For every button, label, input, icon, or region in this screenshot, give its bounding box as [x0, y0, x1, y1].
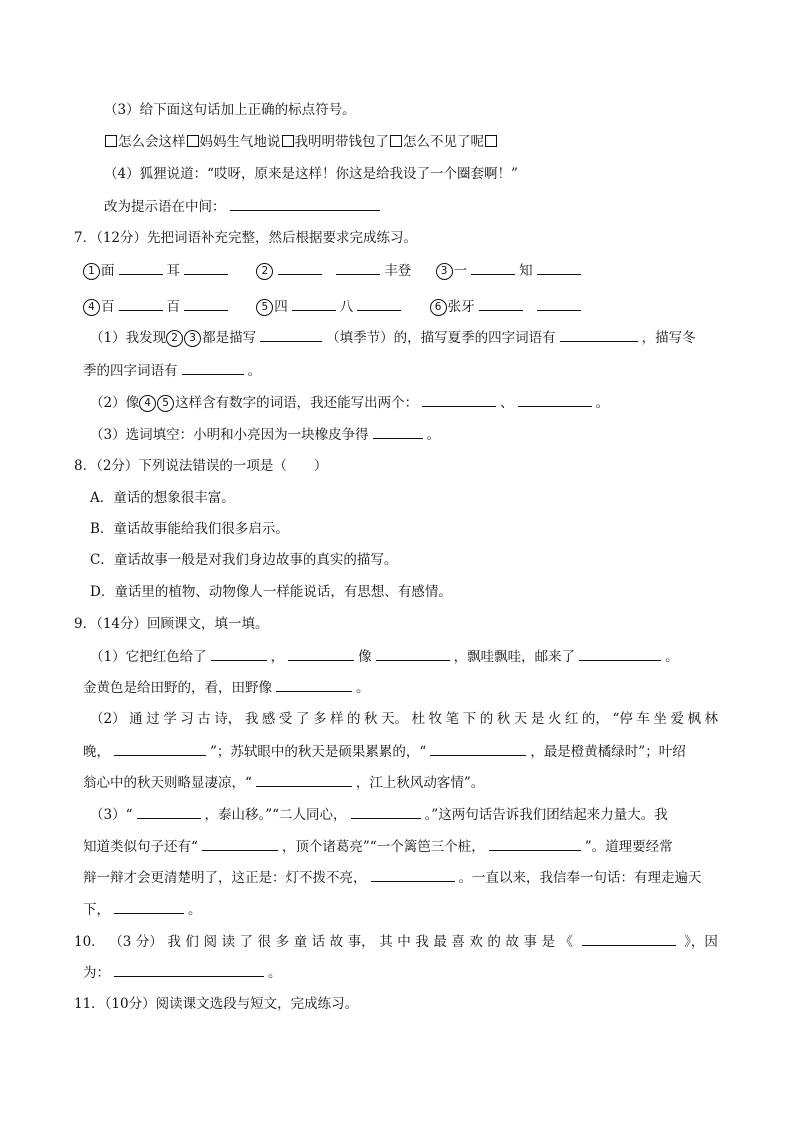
q8-option-d[interactable]: D．童话里的植物、动物像人一样能说话，有思想、有感情。 [90, 584, 452, 600]
idiom-item: 5 四 八 [256, 297, 405, 316]
idiom-item: 4 百 百 [83, 297, 232, 316]
answer-blank[interactable] [479, 297, 523, 311]
answer-blank[interactable] [184, 297, 228, 311]
punctuation-box[interactable] [105, 135, 117, 147]
answer-blank[interactable] [376, 647, 450, 661]
punctuation-box[interactable] [282, 135, 294, 147]
answer-blank[interactable] [560, 328, 638, 342]
answer-blank[interactable] [119, 297, 163, 311]
answer-blank[interactable] [357, 297, 401, 311]
q8-option-b[interactable]: B．童话故事能给我们很多启示。 [90, 521, 289, 537]
q9-sub3-line1: （3）“ ，泰山移。”“二人同心， 。”这两句话告诉我们团结起来力量大。我 [90, 807, 668, 823]
answer-blank[interactable] [537, 261, 581, 275]
answer-blank[interactable] [537, 297, 581, 311]
q9-sub1-line2: 金黄色是给田野的，看，田野像 。 [83, 680, 370, 696]
q7-sub1-line2: 季的四字词语有 。 [83, 363, 261, 379]
q9-sub3-line2: 知道类似句子还有“ ，顶个诸葛亮”“一个篱笆三个桩， ”。道理要经常 [83, 839, 673, 855]
answer-blank[interactable] [114, 900, 184, 914]
q9-sub1-line1: （1）它把红色给了 ， 像 ，飘哇飘哇，邮来了 。 [90, 649, 679, 665]
q9-sub2-line2: 晚， ”；苏轼眼中的秋天是硕果累累的，“ ，最是橙黄橘绿时”；叶绍 [83, 744, 686, 760]
favorite-story-blank[interactable] [582, 932, 676, 946]
punctuation-box[interactable] [187, 135, 199, 147]
answer-blank[interactable] [422, 393, 496, 407]
answer-blank[interactable] [137, 805, 201, 819]
q10-line2: 为： 。 [83, 965, 282, 981]
idiom-item: 3 一 知 [436, 261, 585, 280]
q7-word-row-2 [83, 297, 605, 316]
q6-part4-prompt: （4）狐狸说道：“哎呀，原来是这样！你这是给我设了一个圈套啊！” [104, 166, 518, 182]
answer-blank[interactable] [489, 837, 581, 851]
q7-heading: 7．（12分）先把词语补充完整，然后根据要求完成练习。 [74, 230, 418, 246]
answer-blank[interactable] [430, 742, 526, 756]
q9-sub3-line3: 辩一辩才会更清楚明了，这正是：灯不拨不亮， 。一直以来，我信奉一句话：有理走遍天 [83, 870, 702, 886]
answer-blank[interactable] [211, 647, 267, 661]
q7-sub3: （3）选词填空：小明和小亮因为一块橡皮争得 。 [90, 427, 441, 443]
answer-blank[interactable] [202, 837, 278, 851]
q9-sub3-line4: 下， 。 [83, 902, 202, 918]
answer-blank[interactable] [518, 393, 592, 407]
answer-blank[interactable] [336, 261, 380, 275]
answer-blank[interactable] [256, 773, 352, 787]
q7-sub2: （2）像 4 5 这样含有数字的词语，我还能写出两个： 、 。 [90, 395, 610, 411]
q9-sub2-line1: （2） 通 过 学 习 古 诗， 我 感 受 了 多 样 的 秋 天。 杜 牧 笔 下 的 秋 天 是 火 红 的， “停 车 坐 爱 枫 林 [90, 711, 718, 727]
answer-blank[interactable] [278, 261, 322, 275]
q7-sub1-line1: （1）我发现 2 3 都是描写 （填季节）的，描写夏季的四字词语有 ，描写冬 [90, 330, 696, 346]
q7-word-row-1 [83, 261, 605, 280]
q6-punctuation-sentence[interactable]: 怎么会这样 妈妈生气地说 我明明带钱包了 怎么不见了呢 [104, 133, 498, 151]
answer-blank[interactable] [182, 361, 244, 375]
q6-part4-answer-line: 改为提示语在中间： [104, 197, 384, 216]
idiom-item: 1 面 耳 [83, 261, 232, 280]
answer-blank[interactable] [276, 678, 352, 692]
answer-blank[interactable] [351, 805, 421, 819]
q11-heading: 11．（10分）阅读课文选段与短文，完成练习。 [74, 996, 359, 1012]
punctuation-box[interactable] [485, 135, 497, 147]
q8-option-a[interactable]: A．童话的想象很丰富。 [90, 490, 235, 506]
q6-part3-prompt: （3）给下面这句话加上正确的标点符号。 [104, 102, 356, 118]
q10-line1: 10． （3 分） 我 们 阅 读 了 很 多 童 话 故 事， 其 中 我 最 喜 欢 的 故 事 是 《 》，因 [74, 934, 718, 950]
q8-option-c[interactable]: C．童话故事一般是对我们身边故事的真实的描写。 [90, 552, 398, 568]
idiom-item: 6 张牙 [430, 297, 585, 316]
answer-blank[interactable] [471, 261, 515, 275]
punctuation-box[interactable] [390, 135, 402, 147]
answer-blank[interactable] [260, 328, 322, 342]
q8-heading: 8．（2分）下列说法错误的一项是（ ） [74, 458, 328, 474]
answer-blank[interactable] [288, 647, 354, 661]
answer-blank[interactable] [114, 742, 206, 756]
q9-heading: 9．（14分）回顾课文，填一填。 [74, 616, 269, 632]
answer-blank[interactable] [230, 197, 380, 211]
answer-blank[interactable] [579, 647, 661, 661]
answer-blank[interactable] [119, 261, 163, 275]
reason-blank[interactable] [114, 963, 264, 977]
idiom-item: 2 丰登 [256, 261, 411, 280]
answer-blank[interactable] [292, 297, 336, 311]
answer-blank[interactable] [373, 425, 423, 439]
answer-blank[interactable] [371, 868, 455, 882]
q9-sub2-line3: 翁心中的秋天则略显凄凉，“ ，江上秋风动客情”。 [83, 775, 485, 791]
answer-blank[interactable] [184, 261, 228, 275]
